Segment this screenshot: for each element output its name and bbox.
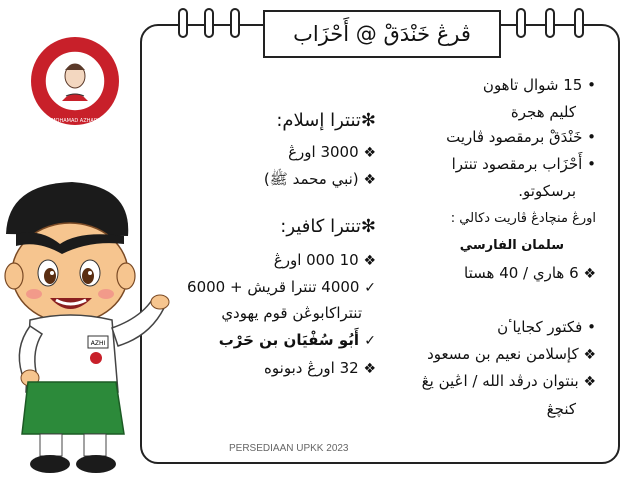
- list-item: [464, 264, 596, 282]
- list-item-text: (نبي محمد ﷺ): [263, 170, 359, 188]
- diamond-bullet-icon: ❖: [583, 374, 596, 390]
- binder-ring: [230, 8, 240, 38]
- list-item: [452, 155, 596, 173]
- list-item: [221, 304, 362, 322]
- check-icon: ✓: [364, 333, 376, 349]
- list-item: [427, 345, 596, 363]
- mascot-badge: AZHI: [90, 340, 106, 347]
- list-item-text: أَحْزَاب برمقصود تنترا: [451, 155, 583, 173]
- list-item-text: كإسلامن نعيم بن مسعود: [427, 345, 579, 363]
- list-item: [547, 400, 576, 418]
- list-item: [483, 76, 596, 94]
- dot-bullet-icon: •: [587, 155, 596, 173]
- list-item-text: برسكوتو.: [518, 182, 576, 200]
- diamond-bullet-icon: ❖: [363, 172, 376, 188]
- asterisk-icon: ✻: [360, 110, 376, 131]
- list-item-text: كنچڠ: [546, 400, 576, 418]
- binder-ring: [545, 8, 555, 38]
- kafir-heading-text: تنترا كافير:: [280, 216, 361, 237]
- upkk-logo: [30, 36, 120, 126]
- mascot-boy: [0, 178, 172, 478]
- list-item-text: 3000 اورڠ: [288, 143, 359, 161]
- list-item-text: 4000 تنترا قريش + 6000: [187, 278, 360, 296]
- list-item-text: 15 شوال تاهون: [482, 76, 583, 94]
- page-title: ڤرڠ خَنْدَقْ @ أَحْزَاب: [263, 10, 501, 58]
- diamond-bullet-icon: ❖: [583, 347, 596, 363]
- asterisk-icon: ✻: [360, 216, 376, 237]
- list-item: [288, 143, 376, 161]
- dot-bullet-icon: •: [587, 318, 596, 336]
- list-item: [264, 359, 376, 377]
- list-item: [187, 278, 376, 296]
- dot-bullet-icon: •: [587, 76, 596, 94]
- islam-heading-text: تنترا إسلام:: [276, 110, 361, 131]
- list-item-text: اورڠ منچادڠ ڤاريت دکالي :: [450, 211, 596, 226]
- list-item: [422, 372, 596, 390]
- list-item: [219, 331, 376, 349]
- list-item-text: أَبُو سُفْيَان بن حَرْب: [218, 331, 360, 349]
- check-icon: ✓: [364, 280, 376, 296]
- diamond-bullet-icon: ❖: [363, 145, 376, 161]
- islam-heading: [276, 110, 376, 131]
- list-item-text: 32 اورڠ دبونوه: [264, 359, 359, 377]
- list-item: [446, 128, 596, 146]
- diamond-bullet-icon: ❖: [363, 253, 376, 269]
- footer-text: PERSEDIAAN UPKK 2023: [229, 443, 349, 454]
- list-item-text: 10 000 اورڠ: [273, 251, 359, 269]
- binder-ring: [204, 8, 214, 38]
- list-item: [497, 318, 596, 336]
- logo-name: MOHAMAD AZHARI: [51, 118, 99, 124]
- kafir-heading: [280, 216, 376, 237]
- list-item: [264, 170, 376, 192]
- list-item-text: سلمان الفارسي: [459, 238, 564, 253]
- diamond-bullet-icon: ❖: [583, 266, 596, 282]
- list-item: [518, 182, 576, 200]
- diamond-bullet-icon: ❖: [363, 361, 376, 377]
- binder-ring: [574, 8, 584, 38]
- list-item-text: تنتراكابوڠن قوم يهودي: [221, 304, 362, 322]
- list-item-text: 6 هاري / 40 هستا: [464, 264, 579, 282]
- list-item-text: خَنْدَقْ برمقصود ڤاريت: [446, 128, 583, 146]
- list-item: [274, 251, 376, 269]
- list-item-text: كليم هجرة: [510, 103, 576, 121]
- list-item: [460, 238, 564, 253]
- list-item-text: فكتور كجاياٴن: [497, 318, 583, 336]
- dot-bullet-icon: •: [587, 128, 596, 146]
- binder-ring: [178, 8, 188, 38]
- list-item-text: بنتوان درڤد الله / اڠين يڠ: [421, 372, 579, 390]
- list-item: [511, 103, 576, 121]
- list-item: [451, 211, 596, 226]
- binder-ring: [516, 8, 526, 38]
